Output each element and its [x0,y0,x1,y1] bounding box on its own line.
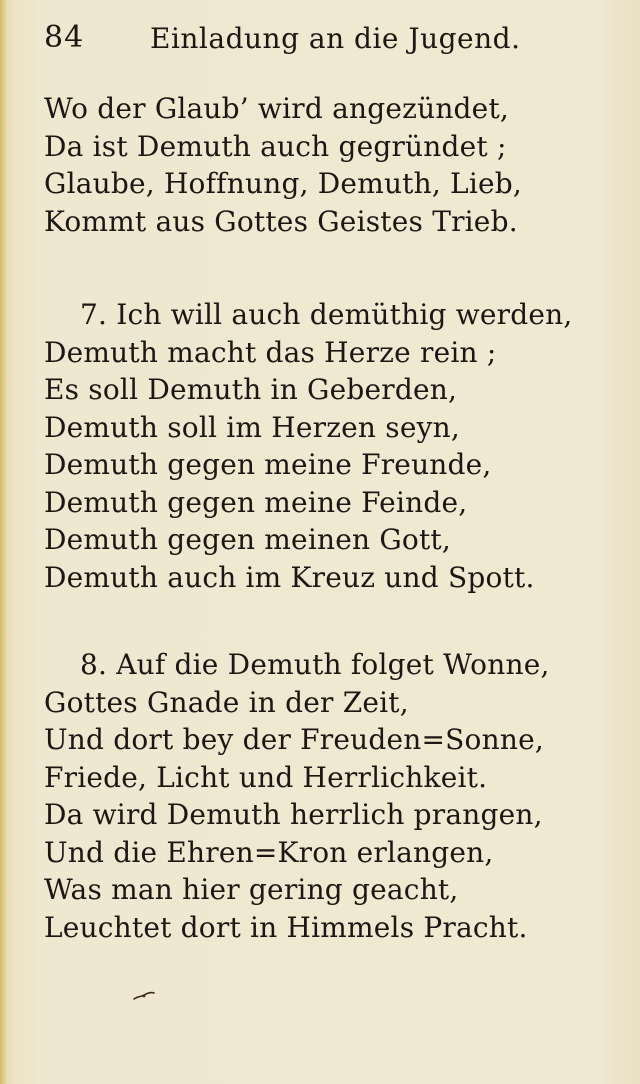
verse-line: Leuchtet dort in Himmels Pracht. [44,910,528,944]
verse-line: Kommt aus Gottes Geistes Trieb. [44,204,518,238]
verse-line: Da wird Demuth herrlich prangen, [44,798,543,831]
verse-line: Gottes Gnade in der Zeit, [44,685,409,719]
page-edge-shadow [0,0,6,1084]
verse-line: Und dort bey der Freuden=Sonne, [44,723,544,756]
verse-line: Und die Ehren=Kron erlangen, [44,835,494,869]
verse-line: Demuth gegen meine Feinde, [44,485,468,519]
verse-line: Friede, Licht und Herrlichkeit. [44,760,488,794]
ink-blot-mark [132,990,156,1002]
running-title: Einladung an die Jugend. [150,22,521,55]
stanza-7 [44,296,614,596]
stanza-8 [44,646,614,946]
page-header [44,18,604,62]
verse-line: Es soll Demuth in Geberden, [44,373,458,406]
stanza-continued [44,90,614,240]
page-number: 84 [44,20,85,55]
verse-line: 8. Auf die Demuth folget Wonne, [80,648,550,681]
verse-line: Glaube, Hoffnung, Demuth, Lieb, [44,167,523,200]
verse-line: Demuth soll im Herzen seyn, [44,410,460,444]
verse-line: Wo der Glaub’ wird angezündet, [44,92,510,125]
verse-line: 7. Ich will auch demüthig werden, [80,298,573,331]
verse-line: Demuth macht das Herze rein ; [44,335,497,369]
verse-line: Da ist Demuth auch gegründet ; [44,129,507,163]
verse-line: Demuth auch im Kreuz und Spott. [44,560,535,594]
verse-line: Demuth gegen meine Freunde, [44,448,492,481]
verse-line: Was man hier gering geacht, [44,873,459,906]
verse-line: Demuth gegen meinen Gott, [44,523,451,556]
